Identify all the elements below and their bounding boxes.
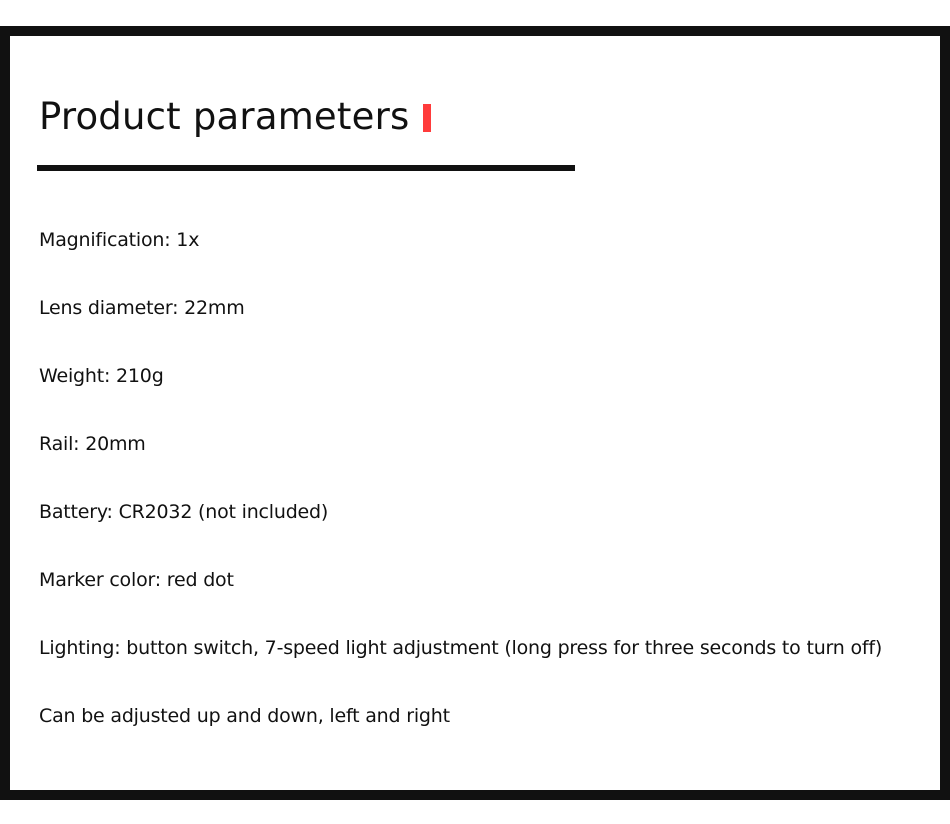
param-lighting: Lighting: button switch, 7-speed light adjustment (long press for three seconds to turn off) — [39, 637, 883, 659]
param-adjustment: Can be adjusted up and down, left and right — [39, 705, 450, 727]
param-marker-color: Marker color: red dot — [39, 569, 234, 591]
param-battery: Battery: CR2032 (not included) — [39, 501, 329, 523]
title-underline-divider — [37, 165, 575, 171]
parameters-list — [39, 216, 882, 760]
param-weight: Weight: 210g — [39, 365, 164, 387]
page-frame — [0, 26, 950, 800]
param-rail: Rail: 20mm — [39, 433, 146, 455]
param-magnification: Magnification: 1x — [39, 229, 200, 251]
page-title: Product parameters — [39, 95, 410, 138]
param-lens-diameter: Lens diameter: 22mm — [39, 297, 245, 319]
title-group — [39, 95, 431, 138]
title-accent-mark — [423, 104, 431, 132]
